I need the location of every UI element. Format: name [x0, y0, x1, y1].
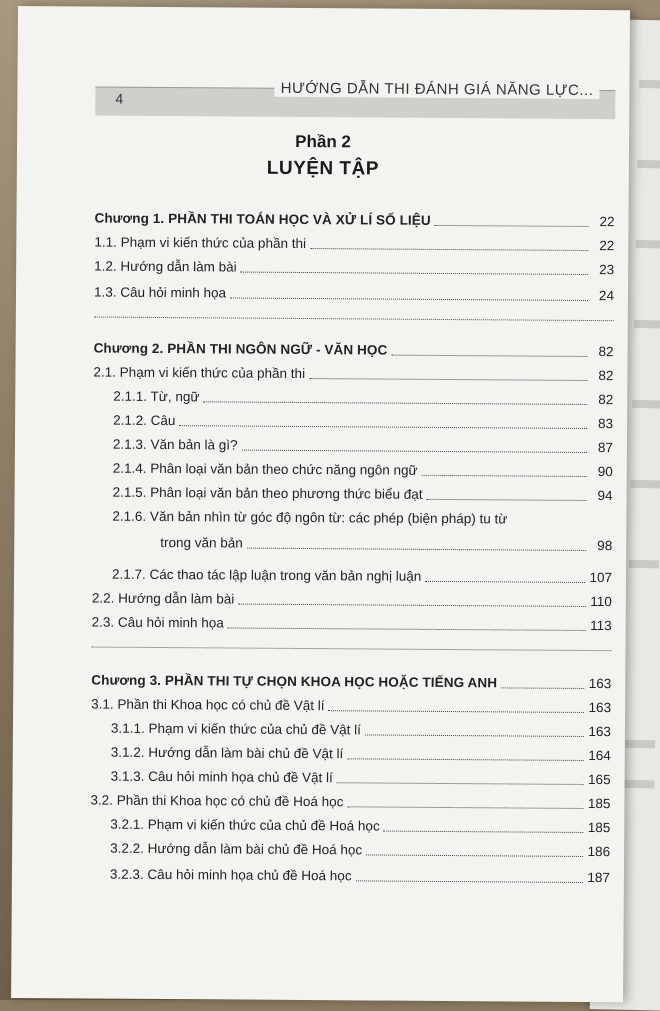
leader-dots: [384, 830, 584, 833]
toc-entry: [112, 561, 612, 586]
toc-entry: [113, 383, 613, 408]
toc-entry: [112, 503, 612, 528]
leader-dots: [230, 296, 588, 300]
toc-entry-page: 187: [587, 869, 610, 886]
toc-entry-label: 1.1. Phạm vi kiến thức của phần thi: [94, 234, 307, 252]
toc-entry-page: 22: [599, 214, 615, 230]
part-title: LUYỆN TẬP: [266, 157, 380, 180]
toc-entry-page: 83: [598, 416, 614, 432]
leader-dots: [435, 224, 589, 227]
toc-entry-page: 185: [587, 819, 611, 836]
leader-dots: [337, 781, 584, 785]
leader-dots: [309, 377, 587, 381]
toc-entry-page: 82: [598, 344, 614, 360]
toc-entry-page: 110: [590, 594, 612, 610]
toc-entry: [113, 455, 613, 480]
toc-entry-label: 2.1.4. Phân loại văn bản theo chức năng ngôn ngữ: [112, 460, 418, 478]
toc-entry-label: 1.2. Hướng dẫn làm bài: [94, 258, 237, 275]
toc-entry-continuation: [112, 529, 612, 554]
toc-entry-page: 82: [598, 368, 614, 384]
part-number: Phần 2: [295, 131, 352, 152]
leader-dots: [329, 709, 585, 713]
toc-entry-label: 3.2.3. Câu hỏi minh họa chủ đề Hoá học: [109, 866, 352, 884]
toc-entry-label: 3.1. Phần thi Khoa học có chủ đề Vật lí: [91, 696, 325, 714]
toc-entry-label: Chương 1. PHẦN THI TOÁN HỌC VÀ XỬ LÍ SỐ LIỆU: [94, 210, 431, 228]
toc-chapter-entry: [94, 205, 614, 231]
toc-entry: [92, 609, 612, 635]
leader-dots: [247, 547, 586, 551]
toc-entry-label: 3.1.2. Hướng dẫn làm bài chủ đề Vật lí: [110, 744, 344, 762]
toc-entry-page: 163: [588, 676, 612, 692]
toc-entry: [111, 715, 611, 740]
leader-dots: [501, 686, 585, 689]
leader-dots: [242, 449, 587, 453]
leader-dots: [365, 733, 585, 737]
section-separator: [92, 647, 612, 652]
toc-entry-label: 2.1.5. Phân loại văn bản theo phương thức biểu đạt: [112, 484, 423, 502]
toc-entry-page: 185: [587, 795, 611, 812]
toc-entry-continuation-text: trong văn bản: [160, 535, 243, 551]
book-page: [11, 6, 630, 1002]
toc-entry-label: 3.2.2. Hướng dẫn làm bài chủ đề Hoá học: [110, 840, 363, 858]
toc-entry: [94, 279, 614, 305]
toc-entry-page: 87: [597, 440, 613, 456]
table-of-contents: [90, 205, 615, 886]
toc-entry-label: 3.1.3. Câu hỏi minh họa chủ đề Vật lí: [110, 768, 333, 786]
toc-entry: [93, 359, 613, 385]
toc-entry: [94, 229, 614, 255]
toc-entry: [90, 787, 610, 813]
toc-entry-page: 165: [588, 771, 611, 788]
running-header: [95, 81, 615, 119]
toc-entry-page: 163: [588, 724, 612, 740]
toc-entry-page: 24: [598, 288, 615, 304]
toc-entry-label: 2.1.6. Văn bản nhìn từ góc độ ngôn từ: các phép (biện pháp) tu từ: [112, 508, 508, 527]
toc-entry-page: 113: [590, 618, 612, 634]
toc-entry-page: 107: [589, 570, 613, 586]
toc-entry: [111, 763, 611, 788]
toc-entry-label: 3.2.1. Phạm vi kiến thức của chủ đề Hoá học: [110, 816, 380, 834]
toc-entry-page: 163: [588, 700, 612, 716]
toc-entry: [111, 739, 611, 764]
toc-entry-label: 2.1.1. Từ, ngữ: [113, 388, 200, 405]
toc-entry-page: 186: [587, 843, 611, 860]
leader-dots: [238, 603, 586, 607]
toc-entry-label: 2.1.7. Các thao tác lập luận trong văn bản nghị luận: [111, 566, 422, 584]
toc-entry: [91, 691, 611, 717]
toc-entry: [110, 835, 610, 860]
toc-entry-label: 3.2. Phần thi Khoa học có chủ đề Hoá học: [90, 792, 344, 810]
toc-entry-label: 2.1.3. Văn bản là gì?: [112, 436, 238, 453]
leader-dots: [203, 400, 587, 405]
page-number: 4: [115, 90, 124, 107]
toc-entry: [113, 479, 613, 504]
toc-entry-label: 2.1.2. Câu: [113, 412, 176, 429]
toc-entry-label: 1.3. Câu hỏi minh họa: [93, 284, 227, 301]
toc-entry: [92, 585, 612, 611]
leader-dots: [347, 805, 584, 809]
toc-entry-label: Chương 3. PHẦN THI TỰ CHỌN KHOA HỌC HOẶC TIẾNG ANH: [91, 672, 498, 691]
running-title: HƯỚNG DẪN THI ĐÁNH GIÁ NĂNG LỰC...: [275, 80, 600, 99]
leader-dots: [422, 474, 587, 477]
leader-dots: [347, 757, 584, 761]
toc-entry-page: 22: [599, 238, 615, 254]
toc-entry-label: 2.1. Phạm vi kiến thức của phần thi: [93, 364, 306, 382]
toc-entry-page: 94: [597, 488, 613, 504]
leader-dots: [391, 354, 587, 357]
leader-dots: [310, 247, 588, 251]
toc-entry-label: 2.2. Hướng dẫn làm bài: [91, 590, 235, 607]
toc-entry-label: Chương 2. PHẦN THI NGÔN NGỮ - VĂN HỌC: [93, 340, 388, 358]
leader-dots: [425, 580, 585, 583]
leader-dots: [241, 271, 589, 275]
toc-entry: [110, 861, 610, 886]
toc-chapter-entry: [91, 667, 611, 693]
toc-entry-page: 82: [598, 392, 614, 408]
leader-dots: [426, 498, 586, 501]
toc-entry-page: 90: [597, 464, 613, 480]
toc-entry: [113, 431, 613, 456]
leader-dots: [179, 424, 587, 429]
toc-chapter-entry: [94, 335, 614, 361]
toc-entry: [94, 253, 614, 279]
toc-entry-label: 3.1.1. Phạm vi kiến thức của chủ đề Vật lí: [110, 720, 361, 738]
leader-dots: [366, 853, 583, 857]
toc-entry: [110, 811, 610, 836]
toc-entry-page: 98: [597, 538, 613, 554]
section-separator: [94, 317, 614, 322]
toc-entry-label: 2.3. Câu hỏi minh họa: [91, 614, 224, 631]
leader-dots: [356, 879, 584, 883]
toc-entry-page: 164: [588, 747, 611, 764]
leader-dots: [228, 626, 586, 630]
toc-entry-page: 23: [599, 262, 615, 278]
toc-entry: [113, 407, 613, 432]
